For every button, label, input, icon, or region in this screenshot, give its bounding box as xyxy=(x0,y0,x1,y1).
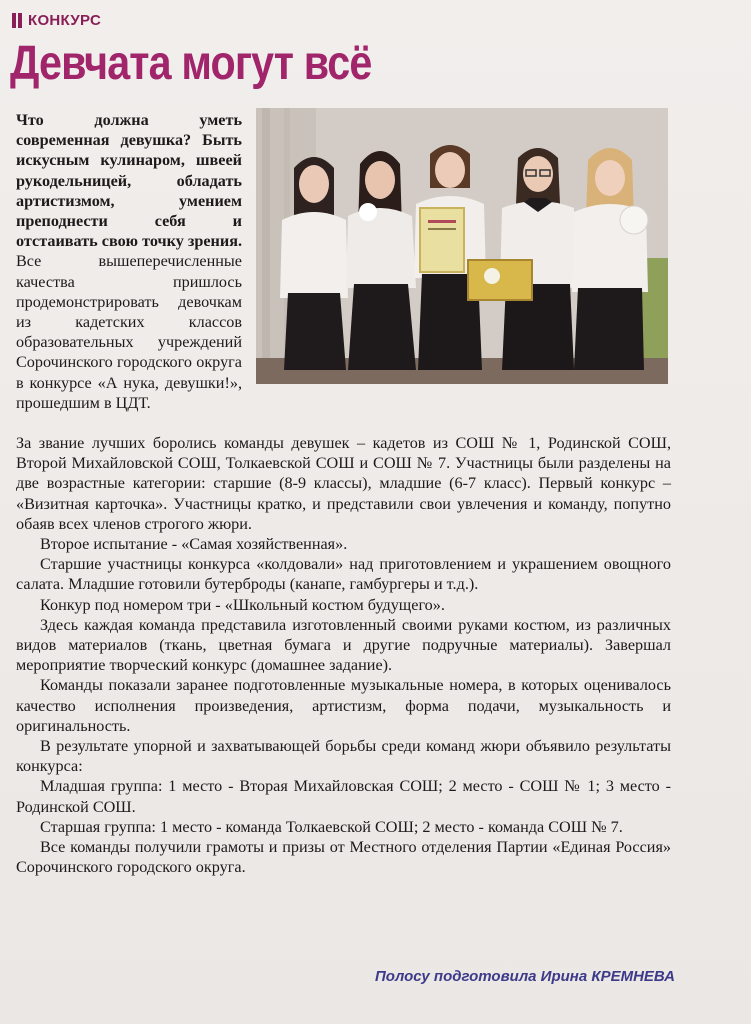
rubric-label: КОНКУРС xyxy=(28,12,102,29)
paragraph: В результате упорной и захватывающей борьбы среди команд жюри объявило результаты конкурса: xyxy=(16,737,671,776)
paragraph: Старшие участницы конкурса «колдовали» над приготовлением и украшением овощного салата. Младшие готовили бутерброды (канапе, гамбургеры и т.д.). xyxy=(16,555,671,594)
paragraph: Здесь каждая команда представила изготовленный своими руками костюм, из различных видов материалов (ткань, цветная бумага и другие подручные материалы). Завершал мероприятие творческий конкурс (домашнее задание). xyxy=(16,615,671,675)
paragraph: Конкур под номером три - «Школьный костюм будущего». xyxy=(40,595,445,614)
article-photo xyxy=(256,108,668,384)
paragraph: Младшая группа: 1 место - Вторая Михайловская СОШ; 2 место - СОШ № 1; 3 место - Родинской СОШ. xyxy=(16,777,671,816)
article-body xyxy=(16,433,671,877)
certificate xyxy=(420,208,464,272)
author-credit: Полосу подготовила Ирина КРЕМНЕВА xyxy=(375,968,675,985)
rubric-bars-icon xyxy=(12,13,22,28)
lead-bold-text: Что должна уметь современная девушка? Быть искусным кулинаром, швеей рукодельницей, обладать артистизмом, умением преподнести себя и отстаивать свою точку зрения. xyxy=(16,111,243,251)
paragraph: За звание лучших боролись команды девушек – кадетов из СОШ № 1, Родинской СОШ, Второй Михайловской СОШ, Толкаевской СОШ и СОШ № 7. Участницы были разделены на две возрастные категории: старшие (8-9 классы), младшие (6-7 класс). Первый конкурс – «Визитная карточка». Участницы кратко, и представили свои увлечения и команду, попутно обаяв всех членов строгого жюри. xyxy=(16,434,671,533)
prize-box xyxy=(468,260,532,300)
paragraph: Команды показали заранее подготовленные музыкальные номера, в которых оценивалось качество исполнения произведения, артистизм, форма подачи, музыкальность и оригинальность. xyxy=(16,676,671,735)
girls-group-photo xyxy=(256,108,668,384)
paragraph: Все команды получили грамоты и призы от Местного отделения Партии «Единая Россия» Сорочинского городского округа. xyxy=(16,838,671,877)
paragraph: Второе испытание - «Самая хозяйственная». xyxy=(40,535,348,554)
section-rubric xyxy=(12,12,101,29)
article-headline: Девчата могут всё xyxy=(10,37,372,90)
article-lead xyxy=(16,110,242,413)
paragraph: Старшая группа: 1 место - команда Толкаевской СОШ; 2 место - команда СОШ № 7. xyxy=(40,817,623,836)
lead-text: Все вышеперечисленные качества пришлось продемонстрировать девочкам из кадетских классов образовательных учреждений Сорочинского городского округа в конкурсе «А нука, девушки!», прошедшим в ЦДТ. xyxy=(16,252,242,412)
